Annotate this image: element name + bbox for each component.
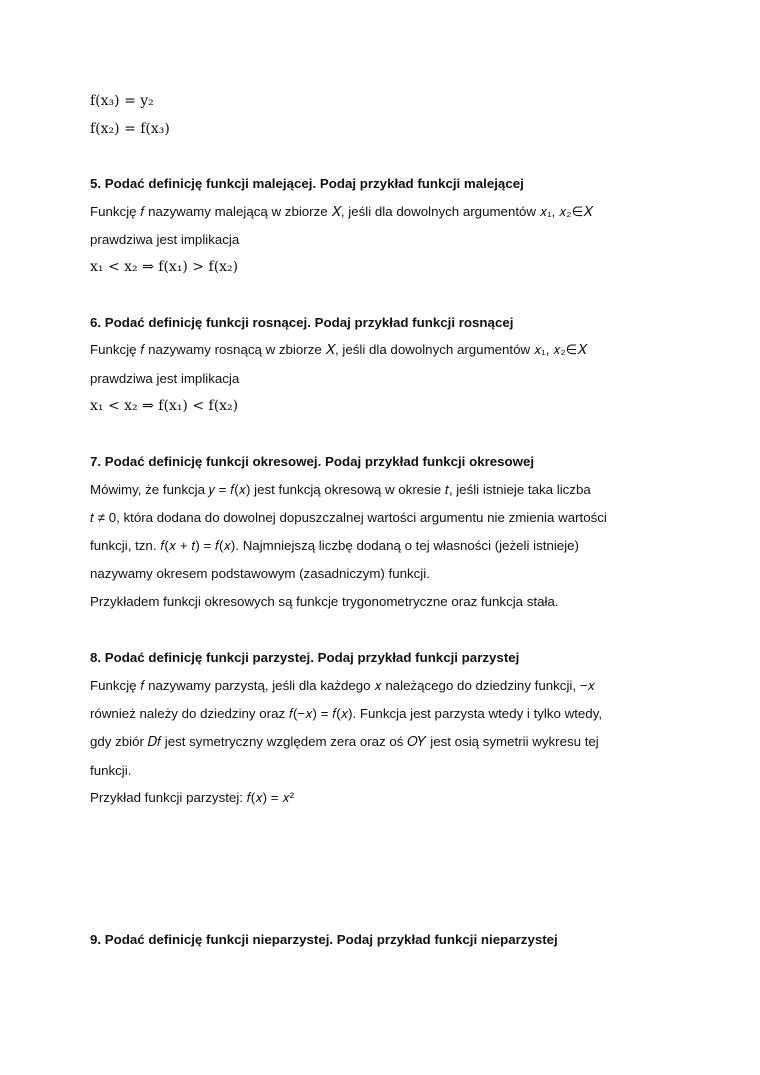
section-8-text: gdy zbiór 𝐷𝑓 jest symetryczny względem zera oraz oś 𝑂𝑌 jest osią symetrii wykresu tej — [90, 734, 599, 749]
section-6-text: Funkcję 𝑓 nazywamy rosnącą w zbiorze 𝑋, jeśli dla dowolnych argumentów 𝑥₁, 𝑥₂∈𝑋 — [90, 342, 587, 357]
section-5-formula: x₁ < x₂ ⇒ f(x₁) > f(x₂) — [90, 259, 239, 275]
section-7-text: Przykładem funkcji okresowych są funkcje trygonometryczne oraz funkcja stała. — [90, 594, 559, 609]
section-5-text: Funkcję 𝑓 nazywamy malejącą w zbiorze 𝑋, jeśli dla dowolnych argumentów 𝑥₁, 𝑥₂∈𝑋 — [90, 204, 593, 219]
section-7-text: Mówimy, że funkcja 𝑦 = 𝑓(𝑥) jest funkcją okresową w okresie 𝑡, jeśli istnieje taka liczba — [90, 482, 591, 497]
section-8-text: Funkcję 𝑓 nazywamy parzystą, jeśli dla każdego 𝑥 należącego do dziedziny funkcji, −𝑥 — [90, 678, 595, 693]
section-8-text: również należy do dziedziny oraz 𝑓(−𝑥) = 𝑓(𝑥). Funkcja jest parzysta wtedy i tylko wtedy, — [90, 706, 603, 721]
section-7-text: funkcji, tzn. 𝑓(𝑥 + 𝑡) = 𝑓(𝑥). Najmniejszą liczbę dodaną o tej własności (jeżeli istnieje) — [90, 538, 579, 553]
section-7-text: nazywamy okresem podstawowym (zasadniczym) funkcji. — [90, 566, 430, 581]
section-6-heading: 6. Podać definicję funkcji rosnącej. Podaj przykład funkcji rosnącej — [90, 315, 514, 330]
section-8-text: funkcji. — [90, 763, 132, 778]
section-6-text: prawdziwa jest implikacja — [90, 371, 240, 386]
section-8-text: Przykład funkcji parzystej: 𝑓(𝑥) = 𝑥² — [90, 790, 295, 805]
equation-line: f(x₃) = y₂ — [90, 93, 154, 109]
section-7-text: 𝑡 ≠ 0, która dodana do dowolnej dopuszczalnej wartości argumentu nie zmienia wartości — [90, 510, 607, 525]
section-9-heading: 9. Podać definicję funkcji nieparzystej. Podaj przykład funkcji nieparzystej — [90, 932, 558, 947]
section-7-heading: 7. Podać definicję funkcji okresowej. Podaj przykład funkcji okresowej — [90, 454, 535, 469]
section-5-text: prawdziwa jest implikacja — [90, 232, 240, 247]
section-5-heading: 5. Podać definicję funkcji malejącej. Podaj przykład funkcji malejącej — [90, 176, 524, 191]
section-6-formula: x₁ < x₂ ⇒ f(x₁) < f(x₂) — [90, 398, 239, 414]
equation-line: f(x₂) = f(x₃) — [90, 121, 170, 137]
section-8-heading: 8. Podać definicję funkcji parzystej. Podaj przykład funkcji parzystej — [90, 650, 520, 665]
